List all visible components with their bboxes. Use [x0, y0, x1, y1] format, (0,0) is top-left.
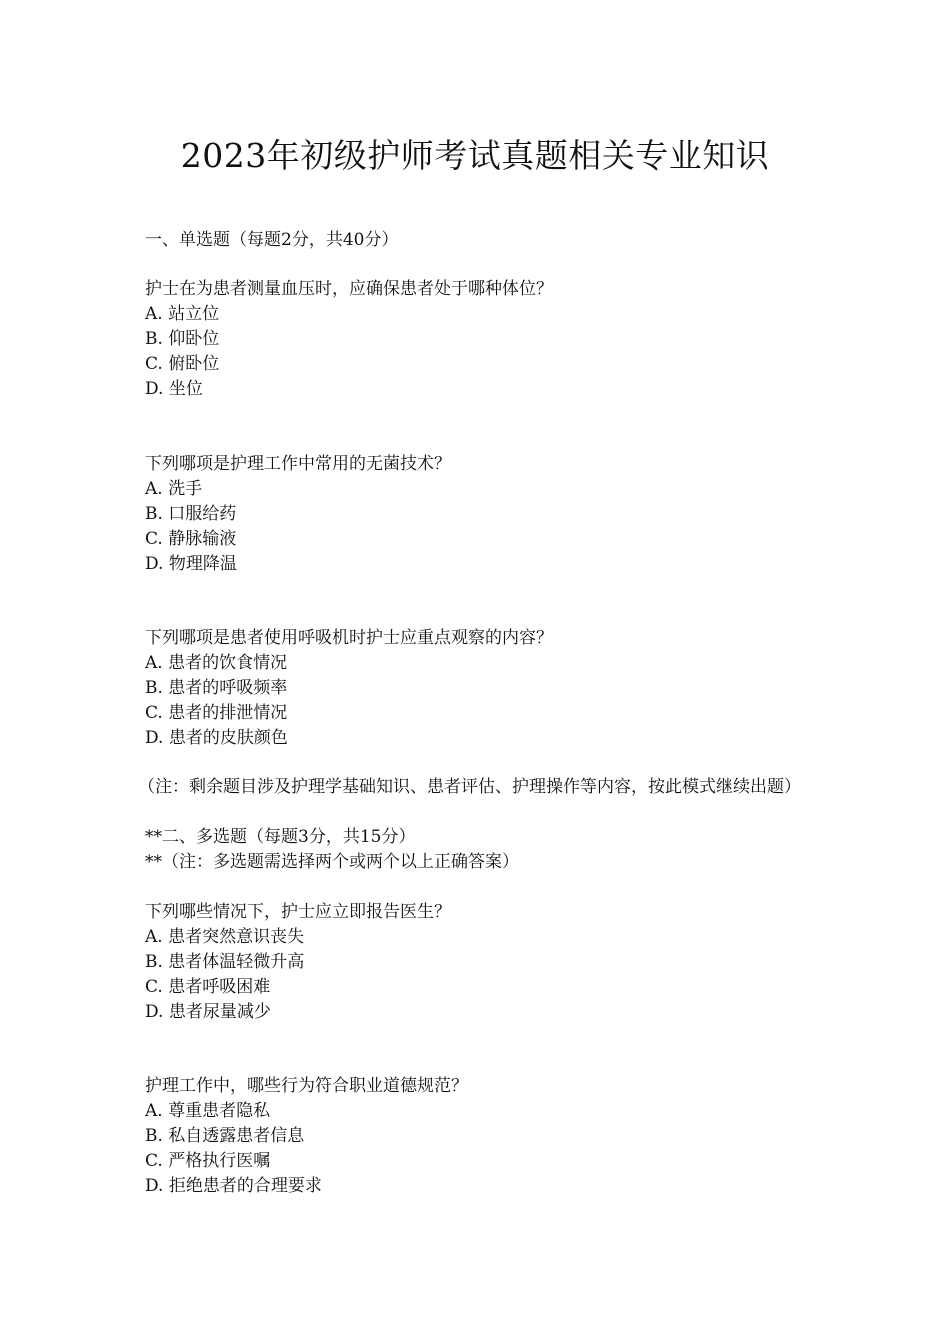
question-stem: 下列哪项是患者使用呼吸机时护士应重点观察的内容？ — [145, 628, 553, 648]
question-stem: 下列哪项是护理工作中常用的无菌技术？ — [145, 454, 451, 474]
question-option: D. 拒绝患者的合理要求 — [145, 1176, 322, 1196]
question-stem: 护士在为患者测量血压时，应确保患者处于哪种体位？ — [145, 279, 553, 299]
question-option: A. 患者突然意识丧失 — [145, 927, 305, 947]
question-option: B. 仰卧位 — [145, 329, 220, 349]
question-option: C. 患者的排泄情况 — [145, 703, 288, 723]
section-heading-multiple-choice: **二、多选题（每题3分，共15分） — [145, 827, 416, 847]
note-multiple-choice: **（注：多选题需选择两个或两个以上正确答案） — [145, 852, 519, 872]
question-option: B. 口服给药 — [145, 504, 237, 524]
question-option: D. 坐位 — [145, 379, 203, 399]
note-remaining-questions: （注：剩余题目涉及护理学基础知识、患者评估、护理操作等内容，按此模式继续出题） — [138, 777, 801, 797]
section-heading-single-choice: 一、单选题（每题2分，共40分） — [145, 230, 399, 250]
question-option: D. 患者的皮肤颜色 — [145, 728, 288, 748]
question-option: A. 洗手 — [145, 479, 203, 499]
question-option: B. 私自透露患者信息 — [145, 1126, 305, 1146]
question-option: A. 患者的饮食情况 — [145, 653, 288, 673]
question-option: A. 尊重患者隐私 — [145, 1101, 271, 1121]
question-option: A. 站立位 — [145, 304, 220, 324]
question-stem: 下列哪些情况下，护士应立即报告医生？ — [145, 902, 451, 922]
question-stem: 护理工作中，哪些行为符合职业道德规范？ — [145, 1076, 468, 1096]
question-option: D. 物理降温 — [145, 554, 237, 574]
question-option: C. 俯卧位 — [145, 354, 220, 374]
question-option: C. 患者呼吸困难 — [145, 977, 271, 997]
question-option: B. 患者的呼吸频率 — [145, 678, 288, 698]
question-option: C. 严格执行医嘱 — [145, 1151, 271, 1171]
question-option: C. 静脉输液 — [145, 529, 237, 549]
question-option: D. 患者尿量减少 — [145, 1002, 271, 1022]
document-title: 2023年初级护师考试真题相关专业知识 — [180, 136, 770, 175]
question-option: B. 患者体温轻微升高 — [145, 952, 305, 972]
